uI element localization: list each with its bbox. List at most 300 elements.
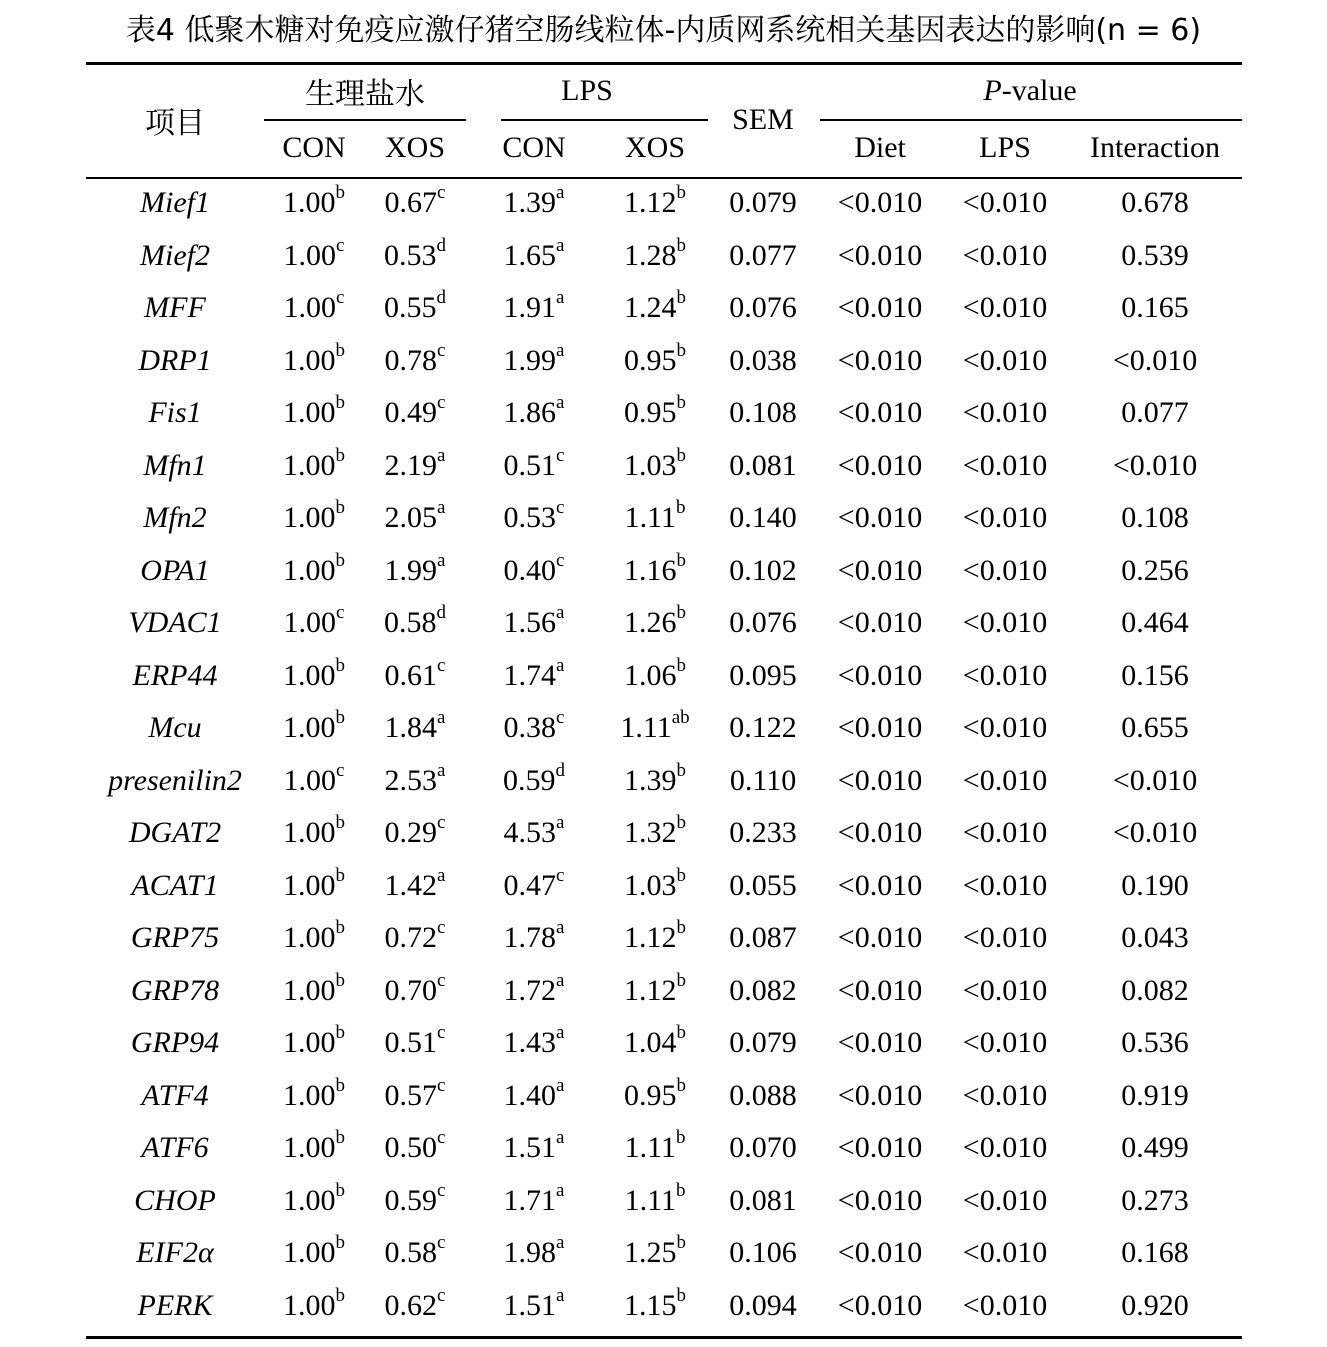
saline-con-value-letter: b (335, 339, 345, 361)
lps-con-value-letter: c (556, 497, 565, 519)
sem-value: 0.110 (729, 763, 797, 797)
p-interaction-value: <0.010 (1112, 448, 1198, 482)
gene-name: PERK (137, 1288, 213, 1322)
p-diet-value: <0.010 (837, 1183, 923, 1217)
p-interaction-value: <0.010 (1112, 763, 1198, 797)
p-lps-value: <0.010 (962, 1026, 1048, 1060)
saline-xos-value: 0.67$^c$ (384, 182, 446, 220)
lps-xos-value: 1.11$^b$ (624, 1179, 686, 1217)
lps-xos-value: 1.06$^b$ (624, 654, 686, 692)
p-lps-value: <0.010 (962, 448, 1048, 482)
sem-value: 0.070 (729, 1131, 797, 1165)
lps-con-value-letter: a (556, 969, 565, 991)
saline-con-value-letter: c (336, 287, 345, 309)
saline-con-value: 1.00$^b$ (283, 969, 345, 1007)
gene-name: ACAT1 (131, 868, 219, 902)
gene-name: EIF2α (136, 1236, 214, 1270)
p-interaction-value: 0.077 (1121, 396, 1189, 430)
saline-xos-value: 0.29$^c$ (384, 812, 446, 850)
saline-xos-value-letter: c (437, 1022, 446, 1044)
header-pvalue-p: P (983, 73, 1002, 107)
p-diet-value: <0.010 (837, 501, 923, 535)
gene-name: GRP94 (130, 1026, 220, 1060)
lps-xos-value: 1.11$^b$ (624, 1127, 686, 1165)
table-row (86, 1122, 1242, 1175)
gene-name: GRP75 (130, 921, 220, 955)
saline-con-value: 1.00$^b$ (283, 339, 345, 377)
saline-xos-value: 1.42$^a$ (384, 864, 446, 902)
p-lps-value: <0.010 (962, 291, 1048, 325)
lps-xos-value: 1.24$^b$ (624, 287, 686, 325)
lps-xos-value: 1.26$^b$ (624, 602, 686, 640)
lps-con-value-letter: d (555, 759, 565, 781)
saline-xos-value: 1.99$^a$ (384, 549, 446, 587)
lps-con-value: 0.47$^c$ (503, 864, 565, 902)
p-interaction-value: 0.539 (1121, 238, 1189, 272)
saline-con-value-letter: b (335, 182, 345, 204)
p-diet-value: <0.010 (837, 1026, 923, 1060)
table-row (86, 387, 1242, 440)
p-diet-value: <0.010 (837, 973, 923, 1007)
p-diet-value: <0.010 (837, 1078, 923, 1112)
saline-con-value-letter: b (335, 812, 345, 834)
p-lps-value: <0.010 (962, 973, 1048, 1007)
gene-name: Mfn2 (143, 501, 207, 535)
saline-xos-value-letter: a (437, 497, 446, 519)
saline-con-value: 1.00$^b$ (283, 1284, 345, 1322)
p-diet-value: <0.010 (837, 1288, 923, 1322)
p-diet-value: <0.010 (837, 1236, 923, 1270)
lps-con-value: 1.74$^a$ (503, 654, 565, 692)
lps-con-value-letter: a (556, 392, 565, 414)
lps-con-value: 0.51$^c$ (503, 444, 565, 482)
saline-con-value-letter: b (335, 917, 345, 939)
lps-con-value: 1.86$^a$ (503, 392, 565, 430)
saline-xos-value: 0.49$^c$ (384, 392, 446, 430)
saline-con-value: 1.00$^b$ (283, 1179, 345, 1217)
lps-con-value-letter: c (556, 707, 565, 729)
lps-con-value-letter: a (556, 234, 565, 256)
lps-con-value: 1.51$^a$ (503, 1284, 565, 1322)
saline-con-value-letter: c (336, 602, 345, 624)
lps-con-value: 1.78$^a$ (503, 917, 565, 955)
p-diet-value: <0.010 (837, 921, 923, 955)
p-interaction-value: 0.655 (1121, 711, 1189, 745)
lps-xos-value: 1.15$^b$ (624, 1284, 686, 1322)
saline-xos-value-letter: c (437, 812, 446, 834)
table-row (86, 440, 1242, 493)
header-lps-xos: XOS (625, 131, 686, 164)
lps-xos-value-letter: ab (671, 707, 690, 729)
p-lps-value: <0.010 (962, 816, 1048, 850)
saline-xos-value-letter: c (437, 182, 446, 204)
p-lps-value: <0.010 (962, 553, 1048, 587)
p-interaction-value: 0.043 (1121, 921, 1189, 955)
lps-xos-value: 0.95$^b$ (624, 392, 686, 430)
table-row (86, 230, 1242, 283)
lps-con-value-letter: a (556, 602, 565, 624)
lps-xos-value-letter: b (675, 497, 686, 519)
saline-xos-value: 0.62$^c$ (384, 1284, 446, 1322)
lps-xos-value: 0.95$^b$ (624, 339, 686, 377)
lps-con-value-letter: a (556, 1022, 565, 1044)
saline-con-value: 1.00$^b$ (283, 1022, 345, 1060)
p-lps-value: <0.010 (962, 238, 1048, 272)
p-diet-value: <0.010 (837, 448, 923, 482)
table-row (86, 860, 1242, 913)
lps-con-value-letter: a (556, 917, 565, 939)
saline-xos-value: 0.51$^c$ (384, 1022, 446, 1060)
table-row (86, 335, 1242, 388)
p-lps-value: <0.010 (962, 921, 1048, 955)
p-lps-value: <0.010 (962, 186, 1048, 220)
lps-xos-value: 1.11$^{ab}$ (620, 707, 690, 745)
p-interaction-value: 0.499 (1121, 1131, 1189, 1165)
gene-name: CHOP (134, 1183, 216, 1217)
sem-value: 0.076 (729, 291, 797, 325)
lps-xos-value: 0.95$^b$ (624, 1074, 686, 1112)
lps-xos-value-letter: b (676, 339, 686, 361)
lps-xos-value-letter: b (675, 1127, 686, 1149)
saline-con-value-letter: b (335, 392, 345, 414)
table-row (86, 1070, 1242, 1123)
saline-con-value: 1.00$^b$ (283, 812, 345, 850)
gene-name: Mief1 (140, 186, 210, 220)
saline-con-value-letter: b (335, 1284, 345, 1306)
saline-con-value-letter: b (335, 707, 345, 729)
lps-xos-value-letter: b (676, 1232, 686, 1254)
lps-con-value-letter: a (556, 654, 565, 676)
saline-con-value: 1.00$^b$ (283, 917, 345, 955)
sem-value: 0.102 (729, 553, 797, 587)
sem-value: 0.081 (729, 1183, 797, 1217)
saline-xos-value-letter: d (436, 234, 446, 256)
saline-con-value-letter: b (335, 549, 345, 571)
lps-xos-value: 1.25$^b$ (624, 1232, 686, 1270)
lps-xos-value-letter: b (676, 234, 686, 256)
saline-con-value: 1.00$^b$ (283, 654, 345, 692)
lps-con-value: 1.91$^a$ (503, 287, 565, 325)
sem-value: 0.106 (729, 1236, 797, 1270)
saline-xos-value-letter: d (436, 602, 446, 624)
table-row (86, 1017, 1242, 1070)
p-interaction-value: 0.536 (1121, 1026, 1189, 1060)
lps-xos-value-letter: b (676, 1284, 686, 1306)
saline-con-value-letter: b (335, 1232, 345, 1254)
p-lps-value: <0.010 (962, 658, 1048, 692)
table-row (86, 492, 1242, 545)
lps-xos-value-letter: b (676, 1074, 686, 1096)
gene-name: DGAT2 (128, 816, 222, 850)
p-lps-value: <0.010 (962, 606, 1048, 640)
saline-xos-value: 0.72$^c$ (384, 917, 446, 955)
lps-xos-value: 1.03$^b$ (624, 444, 686, 482)
gene-name: ATF6 (141, 1131, 209, 1165)
lps-con-value-letter: c (556, 444, 565, 466)
header-group-saline: 生理盐水 (305, 76, 425, 112)
sem-value: 0.079 (729, 186, 797, 220)
table-row (86, 1227, 1242, 1280)
sem-value: 0.055 (729, 868, 797, 902)
saline-con-value-letter: b (335, 654, 345, 676)
table-row (86, 650, 1242, 703)
gene-name: Mief2 (140, 238, 210, 272)
lps-xos-value: 1.39$^b$ (624, 759, 686, 797)
table-row (86, 282, 1242, 335)
saline-con-value: 1.00$^b$ (283, 1232, 345, 1270)
lps-con-value: 0.53$^c$ (503, 497, 565, 535)
saline-con-value-letter: c (336, 759, 345, 781)
p-diet-value: <0.010 (837, 868, 923, 902)
lps-xos-value-letter: b (676, 759, 686, 781)
lps-con-value: 1.65$^a$ (503, 234, 565, 272)
saline-xos-value-letter: a (437, 759, 446, 781)
saline-con-value-letter: b (335, 1127, 345, 1149)
saline-xos-value-letter: a (437, 444, 446, 466)
p-interaction-value: 0.082 (1121, 973, 1189, 1007)
table-caption: 表4 低聚木糖对免疫应激仔猪空肠线粒体-内质网系统相关基因表达的影响(n = 6) (125, 13, 1202, 48)
lps-xos-value: 1.12$^b$ (624, 182, 686, 220)
sem-value: 0.233 (729, 816, 797, 850)
p-interaction-value: 0.156 (1121, 658, 1189, 692)
header-item: 项目 (145, 106, 205, 140)
header-lps: LPS (979, 131, 1031, 164)
p-diet-value: <0.010 (837, 343, 923, 377)
lps-xos-value-letter: b (676, 444, 686, 466)
sem-value: 0.081 (729, 448, 797, 482)
saline-xos-value: 0.58$^d$ (384, 602, 446, 640)
sem-value: 0.094 (729, 1288, 797, 1322)
p-interaction-value: 0.168 (1121, 1236, 1189, 1270)
lps-con-value: 1.99$^a$ (503, 339, 565, 377)
p-diet-value: <0.010 (837, 291, 923, 325)
lps-con-value-letter: a (556, 1074, 565, 1096)
lps-xos-value: 1.28$^b$ (624, 234, 686, 272)
bottom-rule (86, 1336, 1242, 1339)
sem-value: 0.088 (729, 1078, 797, 1112)
saline-xos-value-letter: a (437, 707, 446, 729)
table-row (86, 177, 1242, 230)
header-pvalue-rest: -value (1001, 73, 1077, 107)
lps-xos-value-letter: b (676, 812, 686, 834)
lps-con-value: 1.98$^a$ (503, 1232, 565, 1270)
lps-con-value: 0.38$^c$ (503, 707, 565, 745)
saline-xos-value-letter: c (437, 1179, 446, 1201)
lps-xos-value-letter: b (676, 1022, 686, 1044)
table-row (86, 1175, 1242, 1228)
lps-con-value: 0.59$^d$ (503, 759, 565, 797)
p-lps-value: <0.010 (962, 396, 1048, 430)
saline-con-value-letter: b (335, 497, 345, 519)
header-sem: SEM (732, 102, 794, 136)
lps-con-value: 1.72$^a$ (503, 969, 565, 1007)
header-saline-con: CON (282, 131, 346, 164)
p-interaction-value: 0.190 (1121, 868, 1189, 902)
gene-name: presenilin2 (108, 763, 242, 797)
lps-con-value: 1.56$^a$ (503, 602, 565, 640)
saline-xos-value: 1.84$^a$ (384, 707, 446, 745)
lps-xos-value: 1.12$^b$ (624, 917, 686, 955)
lps-con-value: 0.40$^c$ (503, 549, 565, 587)
table-row (86, 912, 1242, 965)
saline-con-value: 1.00$^c$ (283, 602, 345, 640)
lps-con-value: 1.51$^a$ (503, 1127, 565, 1165)
saline-xos-value: 0.59$^c$ (384, 1179, 446, 1217)
saline-con-value: 1.00$^b$ (283, 497, 345, 535)
saline-con-value-letter: b (335, 1074, 345, 1096)
lps-xos-value: 1.03$^b$ (624, 864, 686, 902)
header-saline-xos: XOS (384, 131, 445, 164)
saline-xos-value-letter: c (437, 392, 446, 414)
saline-con-value-letter: b (335, 444, 345, 466)
p-interaction-value: 0.464 (1121, 606, 1189, 640)
saline-xos-value: 0.70$^c$ (384, 969, 446, 1007)
table-row (86, 702, 1242, 755)
header-group-lps: LPS (561, 73, 613, 107)
p-lps-value: <0.010 (962, 1288, 1048, 1322)
header-pvalue (818, 62, 1242, 119)
saline-con-value: 1.00$^c$ (283, 759, 345, 797)
lps-xos-value-letter: b (676, 602, 686, 624)
lps-xos-value-letter: b (676, 182, 686, 204)
saline-xos-value: 0.53$^d$ (384, 234, 446, 272)
lps-xos-value-letter: b (676, 549, 686, 571)
saline-xos-value-letter: d (436, 287, 446, 309)
saline-con-value: 1.00$^b$ (283, 864, 345, 902)
saline-con-value: 1.00$^b$ (283, 182, 345, 220)
lps-con-value-letter: a (556, 1284, 565, 1306)
saline-xos-value-letter: a (437, 864, 446, 886)
saline-con-value: 1.00$^b$ (283, 392, 345, 430)
table-row (86, 545, 1242, 598)
saline-con-value: 1.00$^c$ (283, 287, 345, 325)
saline-xos-value-letter: a (437, 549, 446, 571)
p-diet-value: <0.010 (837, 553, 923, 587)
saline-con-value-letter: b (335, 864, 345, 886)
p-interaction-value: 0.273 (1121, 1183, 1189, 1217)
saline-xos-value: 0.58$^c$ (384, 1232, 446, 1270)
sem-value: 0.095 (729, 658, 797, 692)
lps-con-value-letter: a (556, 182, 565, 204)
p-interaction-value: 0.678 (1121, 186, 1189, 220)
saline-xos-value: 0.55$^d$ (384, 287, 446, 325)
lps-con-value: 1.71$^a$ (503, 1179, 565, 1217)
p-lps-value: <0.010 (962, 1131, 1048, 1165)
saline-xos-value-letter: c (437, 1284, 446, 1306)
saline-con-value-letter: b (335, 1179, 345, 1201)
p-diet-value: <0.010 (837, 186, 923, 220)
p-diet-value: <0.010 (837, 711, 923, 745)
p-diet-value: <0.010 (837, 658, 923, 692)
saline-con-value: 1.00$^b$ (283, 1074, 345, 1112)
p-lps-value: <0.010 (962, 343, 1048, 377)
sem-value: 0.122 (729, 711, 797, 745)
saline-xos-value: 0.78$^c$ (384, 339, 446, 377)
sem-value: 0.087 (729, 921, 797, 955)
lps-con-value: 1.40$^a$ (503, 1074, 565, 1112)
saline-xos-value-letter: c (437, 1074, 446, 1096)
p-diet-value: <0.010 (837, 763, 923, 797)
saline-xos-value-letter: c (437, 969, 446, 991)
p-lps-value: <0.010 (962, 763, 1048, 797)
p-interaction-value: 0.108 (1121, 501, 1189, 535)
saline-xos-value-letter: c (437, 1127, 446, 1149)
p-interaction-value: 0.919 (1121, 1078, 1189, 1112)
lps-con-value-letter: a (556, 812, 565, 834)
saline-con-value: 1.00$^c$ (283, 234, 345, 272)
lps-xos-value: 1.16$^b$ (624, 549, 686, 587)
p-lps-value: <0.010 (962, 868, 1048, 902)
lps-con-value-letter: a (556, 1232, 565, 1254)
p-diet-value: <0.010 (837, 816, 923, 850)
saline-xos-value: 0.57$^c$ (384, 1074, 446, 1112)
table-row (86, 597, 1242, 650)
gene-name: ATF4 (141, 1078, 209, 1112)
p-lps-value: <0.010 (962, 501, 1048, 535)
saline-xos-value: 2.53$^a$ (384, 759, 446, 797)
lps-con-value-letter: a (556, 287, 565, 309)
sem-value: 0.140 (729, 501, 797, 535)
saline-con-value-letter: b (335, 969, 345, 991)
lps-xos-value-letter: b (675, 1179, 686, 1201)
lps-con-value: 1.43$^a$ (503, 1022, 565, 1060)
table-row (86, 807, 1242, 860)
saline-con-value-letter: b (335, 1022, 345, 1044)
p-diet-value: <0.010 (837, 606, 923, 640)
saline-xos-value-letter: c (437, 917, 446, 939)
lps-con-value: 4.53$^a$ (503, 812, 565, 850)
p-lps-value: <0.010 (962, 711, 1048, 745)
saline-xos-value: 0.61$^c$ (384, 654, 446, 692)
lps-xos-value-letter: b (676, 287, 686, 309)
saline-con-value: 1.00$^b$ (283, 707, 345, 745)
header-lps-con: CON (502, 131, 566, 164)
p-lps-value: <0.010 (962, 1236, 1048, 1270)
lps-xos-value: 1.32$^b$ (624, 812, 686, 850)
saline-con-value: 1.00$^b$ (283, 549, 345, 587)
saline-xos-value-letter: c (437, 654, 446, 676)
lps-xos-value-letter: b (676, 392, 686, 414)
lps-xos-value-letter: b (676, 917, 686, 939)
p-interaction-value: 0.256 (1121, 553, 1189, 587)
gene-name: MFF (144, 291, 206, 325)
lps-xos-value: 1.11$^b$ (624, 497, 686, 535)
lps-con-value-letter: a (556, 1179, 565, 1201)
saline-con-value-letter: c (336, 234, 345, 256)
lps-con-value-letter: a (556, 339, 565, 361)
lps-con-value-letter: c (556, 864, 565, 886)
gene-name: Mcu (148, 711, 202, 745)
saline-xos-value: 2.05$^a$ (384, 497, 446, 535)
table-row (86, 965, 1242, 1018)
lps-con-value-letter: a (556, 1127, 565, 1149)
saline-xos-value: 2.19$^a$ (384, 444, 446, 482)
sem-value: 0.038 (729, 343, 797, 377)
lps-xos-value: 1.12$^b$ (624, 969, 686, 1007)
gene-name: DRP1 (138, 343, 212, 377)
lps-con-value: 1.39$^a$ (503, 182, 565, 220)
saline-xos-value-letter: c (437, 339, 446, 361)
p-lps-value: <0.010 (962, 1078, 1048, 1112)
lps-xos-value-letter: b (676, 969, 686, 991)
p-interaction-value: <0.010 (1112, 816, 1198, 850)
gene-name: Mfn1 (143, 448, 207, 482)
header-interaction: Interaction (1090, 131, 1220, 164)
p-diet-value: <0.010 (837, 396, 923, 430)
gene-name: ERP44 (132, 658, 218, 692)
gene-name: Fis1 (148, 396, 202, 430)
p-diet-value: <0.010 (837, 1131, 923, 1165)
